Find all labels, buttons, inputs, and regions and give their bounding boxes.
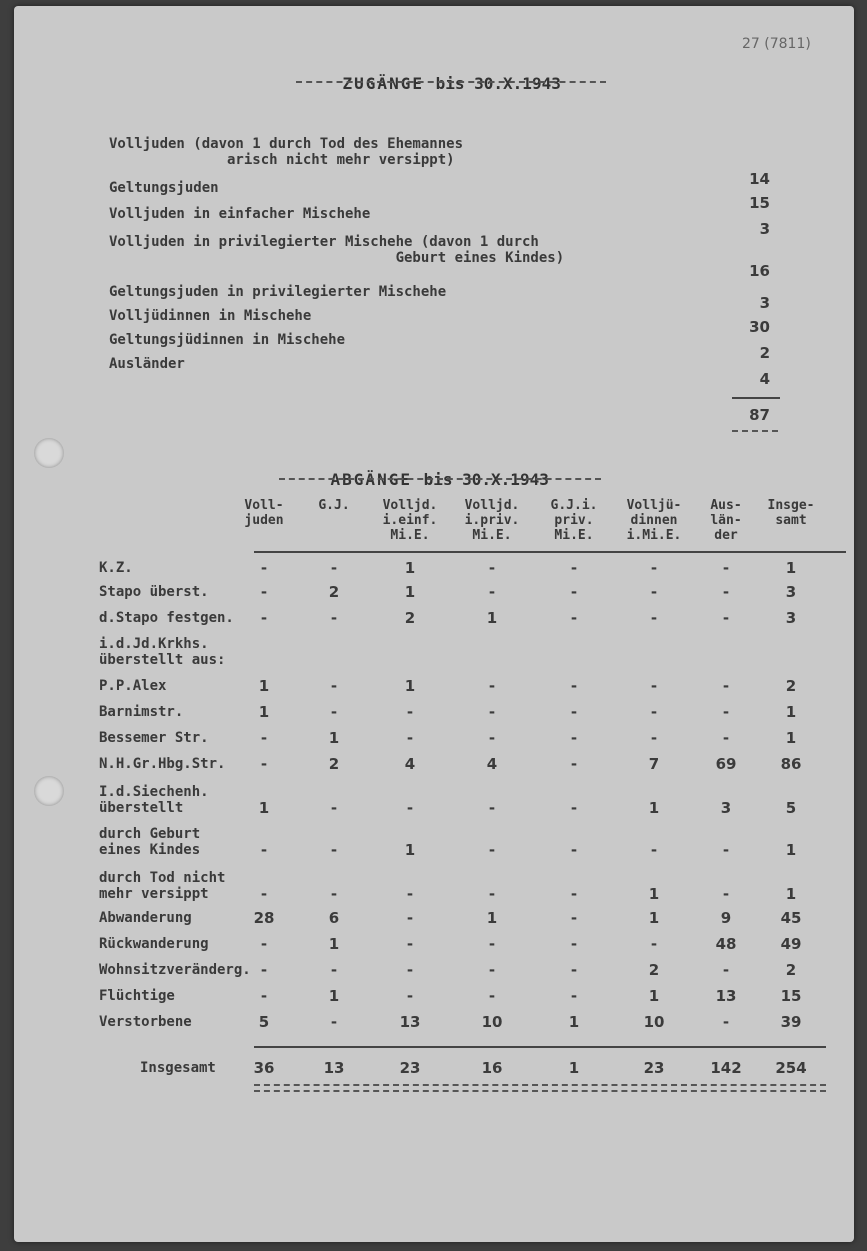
- table-cell: -: [722, 885, 730, 903]
- table-cell: 1: [404, 841, 416, 859]
- row-label: Abwanderung: [99, 910, 192, 926]
- table-cell: 1: [648, 799, 660, 817]
- row-label: K.Z.: [99, 560, 133, 576]
- table-cell: 9: [720, 909, 732, 927]
- table-cell: -: [650, 559, 658, 577]
- table-cell: 13: [715, 987, 737, 1005]
- column-header: Volljd. i.priv. Mi.E.: [464, 498, 520, 543]
- row-label: Stapo überst.: [99, 584, 209, 600]
- table-cell: -: [650, 841, 658, 859]
- table-cell: -: [330, 677, 338, 695]
- zugaenge-total: 87: [749, 406, 770, 424]
- column-header: Insge- samt: [767, 498, 815, 528]
- table-cell: 1: [258, 703, 270, 721]
- zugang-value: 14: [749, 170, 770, 188]
- table-cell: -: [488, 961, 496, 979]
- row-label: durch Geburt eines Kindes: [99, 826, 201, 858]
- table-cell: 1: [328, 987, 340, 1005]
- zugang-label: Geltungsjüdinnen in Mischehe: [109, 332, 346, 348]
- total-cell: 13: [323, 1059, 345, 1077]
- table-cell: -: [650, 583, 658, 601]
- table-cell: -: [260, 935, 268, 953]
- table-cell: 1: [404, 583, 416, 601]
- total-rule: [254, 1046, 826, 1048]
- table-cell: 1: [486, 909, 498, 927]
- table-cell: -: [722, 609, 730, 627]
- total-label: Insgesamt: [140, 1060, 216, 1076]
- row-label: Rückwanderung: [99, 936, 209, 952]
- row-label: Flüchtige: [99, 988, 175, 1004]
- table-cell: 13: [399, 1013, 421, 1031]
- table-cell: -: [260, 841, 268, 859]
- zugang-value: 4: [759, 370, 770, 388]
- table-cell: -: [722, 703, 730, 721]
- table-cell: 69: [715, 755, 737, 773]
- zugang-value: 15: [749, 194, 770, 212]
- table-cell: -: [488, 987, 496, 1005]
- table-cell: 2: [404, 609, 416, 627]
- table-cell: -: [330, 703, 338, 721]
- table-cell: 48: [715, 935, 737, 953]
- table-cell: -: [330, 609, 338, 627]
- table-cell: 2: [648, 961, 660, 979]
- table-cell: -: [406, 987, 414, 1005]
- table-cell: -: [406, 703, 414, 721]
- header-rule: [254, 551, 846, 553]
- table-cell: 1: [648, 885, 660, 903]
- table-cell: -: [650, 677, 658, 695]
- table-cell: -: [260, 987, 268, 1005]
- table-cell: 1: [785, 729, 797, 747]
- table-cell: -: [260, 609, 268, 627]
- table-cell: 1: [568, 1013, 580, 1031]
- table-cell: 3: [785, 583, 797, 601]
- table-cell: 2: [328, 583, 340, 601]
- table-cell: -: [722, 961, 730, 979]
- table-cell: -: [260, 755, 268, 773]
- table-cell: 2: [785, 961, 797, 979]
- table-cell: 5: [785, 799, 797, 817]
- table-cell: -: [722, 583, 730, 601]
- zugang-value: 2: [759, 344, 770, 362]
- table-cell: 4: [404, 755, 416, 773]
- table-cell: -: [650, 935, 658, 953]
- column-header: G.J.: [318, 498, 350, 513]
- zugang-value: 30: [749, 318, 770, 336]
- table-cell: 10: [481, 1013, 503, 1031]
- table-cell: -: [570, 559, 578, 577]
- page-reference: 27 (7811): [742, 36, 811, 52]
- row-label: Verstorbene: [99, 1014, 192, 1030]
- zugang-value: 16: [749, 262, 770, 280]
- table-cell: 1: [258, 799, 270, 817]
- table-cell: -: [260, 583, 268, 601]
- table-cell: -: [488, 583, 496, 601]
- zugang-label: Ausländer: [109, 356, 185, 372]
- table-cell: -: [330, 799, 338, 817]
- table-cell: -: [570, 935, 578, 953]
- table-cell: -: [722, 559, 730, 577]
- row-label: P.P.Alex: [99, 678, 167, 694]
- sum-line: [732, 397, 780, 399]
- table-cell: -: [330, 961, 338, 979]
- table-cell: -: [570, 987, 578, 1005]
- table-cell: -: [260, 961, 268, 979]
- column-header: Volljd. i.einf. Mi.E.: [382, 498, 438, 543]
- table-cell: 1: [648, 909, 660, 927]
- total-cell: 36: [253, 1059, 275, 1077]
- zugang-label: Volljuden in privilegierter Mischehe (davon 1 durch Geburt eines Kindes): [109, 234, 565, 266]
- table-cell: -: [722, 841, 730, 859]
- row-label: Bessemer Str.: [99, 730, 209, 746]
- punch-hole: [34, 438, 64, 468]
- zugang-label: Volljuden (davon 1 durch Tod des Ehemannes arisch nicht mehr versippt): [109, 136, 464, 168]
- table-cell: 4: [486, 755, 498, 773]
- table-cell: 1: [785, 559, 797, 577]
- total-cell: 1: [568, 1059, 580, 1077]
- table-cell: -: [260, 885, 268, 903]
- total-underline: [732, 430, 778, 432]
- column-header: Aus- län- der: [710, 498, 742, 543]
- table-cell: 49: [780, 935, 802, 953]
- table-cell: -: [570, 677, 578, 695]
- zugang-label: Geltungsjuden: [109, 180, 219, 196]
- row-label: I.d.Siechenh. überstellt: [99, 784, 209, 816]
- document-page: [14, 6, 854, 1242]
- table-cell: -: [722, 677, 730, 695]
- table-cell: 2: [328, 755, 340, 773]
- table-cell: -: [570, 885, 578, 903]
- table-cell: 1: [785, 703, 797, 721]
- table-cell: -: [260, 559, 268, 577]
- total-cell: 254: [775, 1059, 807, 1077]
- table-cell: -: [722, 1013, 730, 1031]
- table-cell: -: [406, 729, 414, 747]
- table-cell: 1: [404, 677, 416, 695]
- abgaenge-title: ABGÄNGE bis 30.X.1943: [330, 470, 549, 489]
- table-cell: 1: [328, 935, 340, 953]
- table-cell: -: [488, 885, 496, 903]
- table-cell: -: [570, 755, 578, 773]
- zugang-value: 3: [759, 294, 770, 312]
- table-cell: -: [488, 703, 496, 721]
- table-cell: 45: [780, 909, 802, 927]
- table-cell: 1: [648, 987, 660, 1005]
- table-cell: 2: [785, 677, 797, 695]
- column-header: Voll- juden: [244, 498, 284, 528]
- table-cell: -: [570, 841, 578, 859]
- table-cell: -: [722, 729, 730, 747]
- table-cell: 1: [328, 729, 340, 747]
- table-cell: -: [488, 729, 496, 747]
- row-label: durch Tod nicht mehr versippt: [99, 870, 226, 902]
- table-cell: -: [406, 935, 414, 953]
- table-cell: -: [406, 885, 414, 903]
- table-cell: 86: [780, 755, 802, 773]
- table-cell: -: [650, 729, 658, 747]
- row-label: i.d.Jd.Krkhs. überstellt aus:: [99, 636, 226, 668]
- table-cell: -: [570, 703, 578, 721]
- zugang-label: Geltungsjuden in privilegierter Mischehe: [109, 284, 447, 300]
- table-cell: 15: [780, 987, 802, 1005]
- row-label: N.H.Gr.Hbg.Str.: [99, 756, 226, 772]
- table-cell: -: [650, 703, 658, 721]
- table-cell: -: [570, 961, 578, 979]
- total-cell: 23: [643, 1059, 665, 1077]
- table-cell: -: [488, 841, 496, 859]
- table-cell: -: [488, 677, 496, 695]
- row-label: Wohnsitzveränderg.: [99, 962, 251, 978]
- table-cell: -: [330, 841, 338, 859]
- table-cell: -: [488, 935, 496, 953]
- table-cell: 5: [258, 1013, 270, 1031]
- punch-hole: [34, 776, 64, 806]
- total-cell: 23: [399, 1059, 421, 1077]
- table-cell: -: [406, 961, 414, 979]
- table-cell: 1: [404, 559, 416, 577]
- table-cell: 1: [258, 677, 270, 695]
- table-cell: 10: [643, 1013, 665, 1031]
- table-cell: -: [570, 729, 578, 747]
- double-underline: [254, 1084, 826, 1086]
- table-cell: 3: [785, 609, 797, 627]
- table-cell: -: [488, 799, 496, 817]
- title-underline: [296, 81, 606, 83]
- table-cell: 1: [785, 841, 797, 859]
- table-cell: 6: [328, 909, 340, 927]
- table-cell: -: [406, 799, 414, 817]
- zugaenge-title: ZUGÄNGE bis 30.X.1943: [342, 74, 561, 93]
- table-cell: -: [260, 729, 268, 747]
- zugang-label: Volljuden in einfacher Mischehe: [109, 206, 371, 222]
- table-cell: -: [406, 909, 414, 927]
- row-label: Barnimstr.: [99, 704, 184, 720]
- total-cell: 16: [481, 1059, 503, 1077]
- title-underline: [279, 478, 601, 480]
- table-cell: 7: [648, 755, 660, 773]
- table-cell: 1: [785, 885, 797, 903]
- column-header: Volljü- dinnen i.Mi.E.: [626, 498, 682, 543]
- table-cell: -: [570, 799, 578, 817]
- total-cell: 142: [710, 1059, 742, 1077]
- table-cell: 3: [720, 799, 732, 817]
- table-cell: -: [330, 559, 338, 577]
- zugang-label: Volljüdinnen in Mischehe: [109, 308, 312, 324]
- table-cell: 28: [253, 909, 275, 927]
- row-label: d.Stapo festgen.: [99, 610, 234, 626]
- table-cell: 1: [486, 609, 498, 627]
- table-cell: 39: [780, 1013, 802, 1031]
- table-cell: -: [570, 609, 578, 627]
- table-cell: -: [570, 909, 578, 927]
- table-cell: -: [330, 885, 338, 903]
- table-cell: -: [570, 583, 578, 601]
- table-cell: -: [488, 559, 496, 577]
- double-underline: [254, 1090, 826, 1092]
- zugang-value: 3: [759, 220, 770, 238]
- table-cell: -: [330, 1013, 338, 1031]
- column-header: G.J.i. priv. Mi.E.: [550, 498, 598, 543]
- table-cell: -: [650, 609, 658, 627]
